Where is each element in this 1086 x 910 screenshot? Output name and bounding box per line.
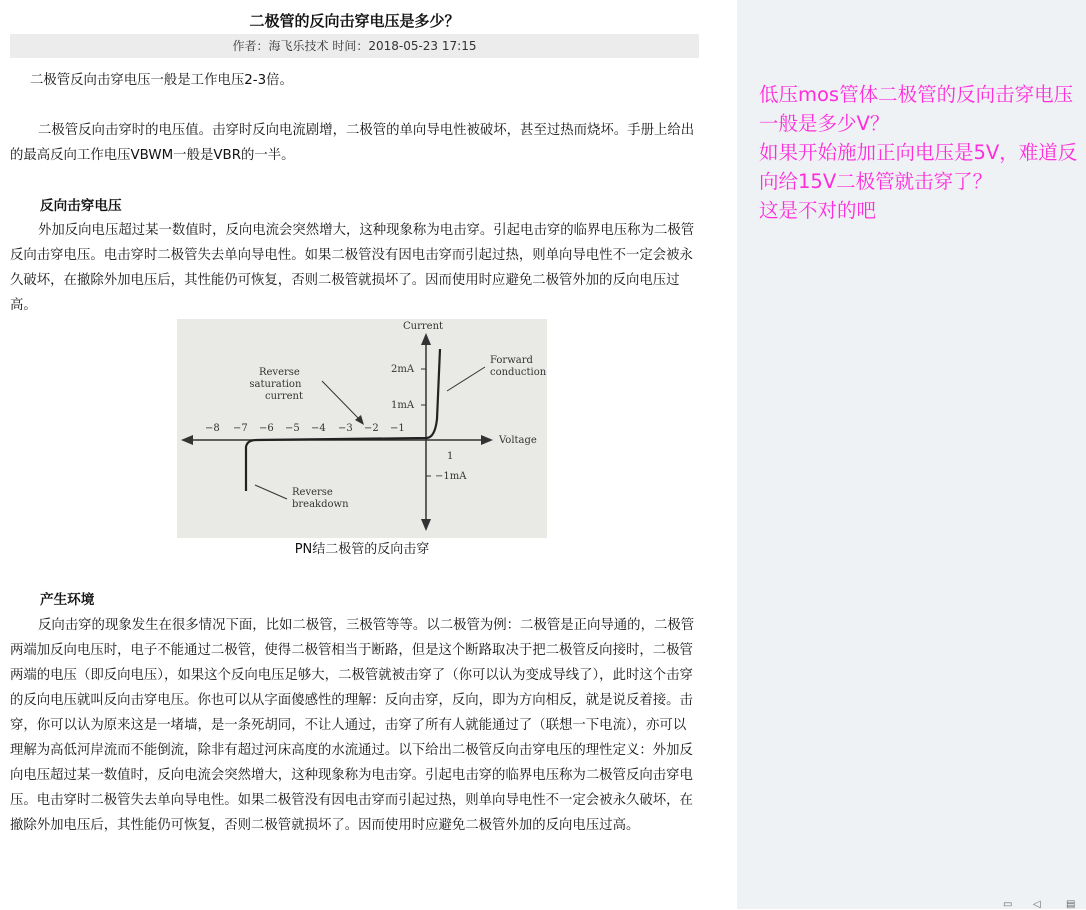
- x-axis-arrow: [481, 435, 493, 445]
- x-tick-label: −2: [364, 423, 379, 434]
- x-axis-label: Voltage: [499, 435, 537, 446]
- x-tick-label: −8: [205, 423, 220, 434]
- annotation-pointer: [322, 381, 361, 421]
- paragraph-breakdown: 外加反向电压超过某一数值时，反向电流会突然增大，这种现象称为电击穿。引起电击穿的临界电压称为二极管反向击穿电压。电击穿时二极管失去单向导电性。如果二极管没有因电击穿而引起过热，则单向导电性不一定会被永久破坏，在撤除外加电压后，其性能仍可恢复，否则二极管就损坏了。因而使用时应避免二极管外加的反向电压过高。: [10, 223, 695, 313]
- annotation-reverse-saturation: Reverse saturation current: [249, 367, 303, 402]
- paragraph-conditions: 反向击穿的现象发生在很多情况下面，比如二极管，三极管等等。以二极管为例：二极管是正向导通的，二极管两端加反向电压时，电子不能通过二极管，使得二极管相当于断路，但是这个断路取决于把二极管反向接时，二极管两端的电压（即反向电压），如果这个反向电压足够大，二极管就被击穿了（你可以认为变成导线了），此时这个击穿的反向电压就叫反向击穿电压。你也可以从字面傻感性的理解：反向击穿，反向，即为方向相反，就是说反着接。击穿，你可以认为原来这是一堵墙，是一条死胡同，不让人通过，击穿了所有人就能通过了（联想一下电流），亦可以理解为高低河岸流而不能倒流，除非有超过河床高度的水流通过。以下给出二极管反向击穿电压的理性定义：外加反向电压超过某一数值时，反向电流会突然增大，这种现象称为电击穿。引起电击穿的临界电压称为二极管反向击穿电压。电击穿时二极管失去单向导电性。如果二极管没有因电击穿而引起过热，则单向导电性不一定会被永久破坏，在撤除外加电压后，其性能仍可恢复，否则二极管就损坏了。因而使用时应避免二极管外加的反向电压过高。: [10, 618, 695, 833]
- y-axis-arrow-down: [421, 519, 431, 531]
- article-title: 二极管的反向击穿电压是多少？: [249, 12, 460, 30]
- paragraph-definition: 二极管反向击穿时的电压值。击穿时反向电流剧增，二极管的单向导电性被破坏，甚至过热而烧坏。手册上给出的最高反向工作电压VBWM一般是VBR的一半。: [10, 123, 695, 163]
- y-axis-label: Current: [403, 321, 444, 332]
- article-meta: 作者：海飞乐技术 时间：2018-05-23 17:15: [10, 34, 699, 58]
- annotation-breakdown: Reverse breakdown: [292, 487, 349, 510]
- paragraph-intro: 二极管反向击穿电压一般是工作电压2-3倍。: [30, 73, 293, 88]
- x-tick-label: −1: [390, 423, 405, 434]
- annotation-forward: Forward conduction: [490, 355, 547, 378]
- section-heading-conditions: 产生环境: [40, 592, 95, 608]
- y-tick-label: 2mA: [391, 364, 415, 375]
- iv-curve-graph: [177, 319, 547, 538]
- x-tick-label: −6: [259, 423, 274, 434]
- volume-icon[interactable]: ◁: [1033, 899, 1041, 910]
- annotation-pointer: [447, 367, 485, 391]
- x-tick-label: −4: [311, 423, 326, 434]
- annotation-pointer: [255, 485, 287, 499]
- y-tick-label: 1mA: [391, 400, 415, 411]
- comment-icon[interactable]: ▭: [1003, 899, 1013, 910]
- x-axis-arrow-left: [181, 435, 193, 445]
- y-tick-label: −1mA: [435, 471, 467, 482]
- print-icon[interactable]: ▤: [1066, 899, 1076, 910]
- x-tick-label: −7: [233, 423, 248, 434]
- y-axis-arrow-up: [421, 333, 431, 345]
- bottom-toolbar: [1000, 900, 1086, 909]
- figure-caption: PN结二极管的反向击穿: [294, 542, 430, 557]
- x-tick-label: 1: [447, 451, 454, 462]
- user-comment: 低压mos管体二极管的反向击穿电压一般是多少V？ 如果开始施加正向电压是5V，难道反向给15V二极管就击穿了？ 这是不对的吧: [759, 83, 1078, 222]
- section-heading-reverse-breakdown: 反向击穿电压: [40, 198, 122, 214]
- x-tick-label: −3: [338, 423, 353, 434]
- x-tick-label: −5: [285, 423, 300, 434]
- diode-iv-figure: [177, 319, 547, 538]
